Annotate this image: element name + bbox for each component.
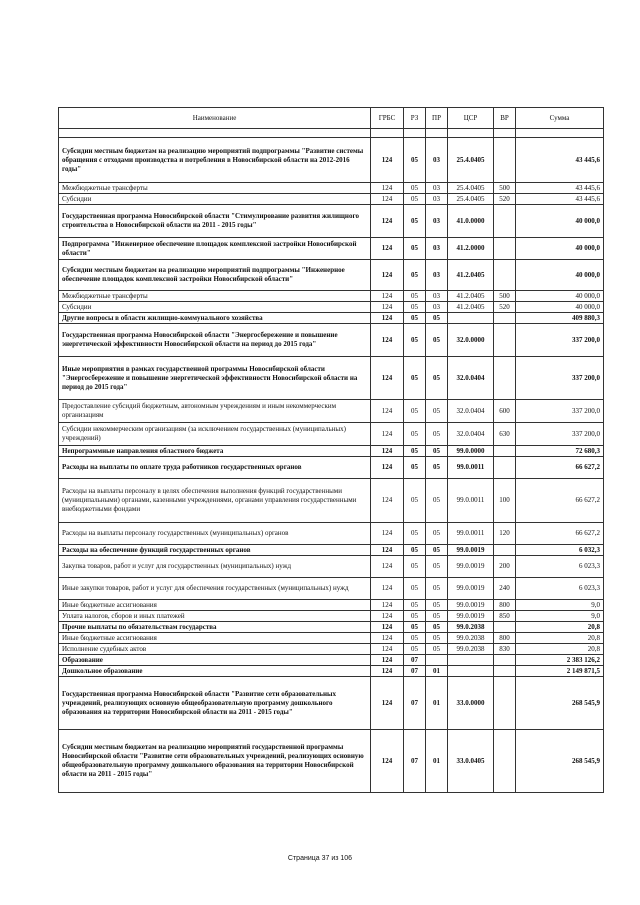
cell-pr: 05: [426, 357, 448, 400]
cell-rz: 07: [404, 677, 426, 730]
cell-csr: [448, 313, 494, 324]
cell-sum: 9,0: [516, 611, 604, 622]
budget-sheet: [58, 107, 603, 793]
table-row: [59, 446, 604, 457]
cell-vr: [494, 260, 516, 291]
cell-name: Иные мероприятия в рамках государственной программы Новосибирской области "Энергосбережение и повышение энергетической эффективности Новосибирской области на период до 2015 года": [59, 357, 371, 400]
budget-table: [58, 107, 604, 793]
cell-rz: 05: [404, 423, 426, 446]
cell-sum: 43 445,6: [516, 138, 604, 183]
cell-rz: 07: [404, 730, 426, 793]
cell-csr: 25.4.0405: [448, 194, 494, 205]
cell-grbs: 124: [371, 730, 404, 793]
cell-sum: 337 200,0: [516, 324, 604, 357]
cell-grbs: 124: [371, 205, 404, 238]
cell-sum: 72 680,3: [516, 446, 604, 457]
cell-pr: 03: [426, 183, 448, 194]
cell-csr: 33.0.0000: [448, 677, 494, 730]
cell-sum: 268 545,9: [516, 730, 604, 793]
table-row: [59, 324, 604, 357]
cell-csr: 33.0.0405: [448, 730, 494, 793]
cell-pr: 01: [426, 677, 448, 730]
cell-rz: 05: [404, 457, 426, 479]
header-rz: РЗ: [404, 108, 426, 129]
cell-csr: 99.0.0019: [448, 600, 494, 611]
table-row: [59, 260, 604, 291]
cell-csr: 25.4.0405: [448, 138, 494, 183]
cell-sum: 43 445,6: [516, 194, 604, 205]
cell-grbs: 124: [371, 291, 404, 302]
cell-vr: [494, 238, 516, 260]
table-row: [59, 523, 604, 545]
table-row: [59, 600, 604, 611]
cell-vr: 800: [494, 633, 516, 644]
cell-sum: 2 383 126,2: [516, 655, 604, 666]
cell-rz: 05: [404, 523, 426, 545]
cell-csr: 99.0.2038: [448, 633, 494, 644]
cell-vr: [494, 446, 516, 457]
cell-name: Государственная программа Новосибирской области "Развитие сети образовательных учреждений, реализующих основную общеобразовательную программу дошкольного образования на территории Новосибирской области на 2011 - 2015 годы": [59, 677, 371, 730]
table-row: [59, 666, 604, 677]
cell-csr: 99.0.2038: [448, 622, 494, 633]
cell-vr: [494, 205, 516, 238]
cell-csr: 32.0.0000: [448, 324, 494, 357]
cell-pr: 05: [426, 479, 448, 523]
cell-name: Другие вопросы в области жилищно-коммунального хозяйства: [59, 313, 371, 324]
table-row: [59, 238, 604, 260]
cell-name: Иные закупки товаров, работ и услуг для обеспечения государственных (муниципальных) нужд: [59, 578, 371, 600]
cell-pr: 05: [426, 600, 448, 611]
cell-csr: 41.2.0405: [448, 302, 494, 313]
table-row: [59, 479, 604, 523]
cell-sum: 2 149 871,5: [516, 666, 604, 677]
table-body: [59, 129, 604, 793]
cell-rz: 05: [404, 545, 426, 556]
cell-vr: [494, 313, 516, 324]
cell-vr: [494, 655, 516, 666]
cell-grbs: 124: [371, 644, 404, 655]
cell-name: Расходы на выплаты персоналу в целях обеспечения выполнения функций государственными (муниципальными) органами, казенными учреждениями, органами управления государственными внебюджетными фондами: [59, 479, 371, 523]
cell-name: Субсидии некоммерческим организациям (за исключением государственных (муниципальных) учреждений): [59, 423, 371, 446]
cell-pr: 05: [426, 545, 448, 556]
cell-rz: 05: [404, 400, 426, 423]
cell-pr: [426, 655, 448, 666]
cell-csr: 99.0.0011: [448, 479, 494, 523]
table-row: [59, 545, 604, 556]
table-row: [59, 194, 604, 205]
cell-vr: [494, 622, 516, 633]
cell-rz: 05: [404, 578, 426, 600]
cell-grbs: 124: [371, 677, 404, 730]
cell-rz: 07: [404, 666, 426, 677]
table-row: [59, 655, 604, 666]
cell-pr: 05: [426, 611, 448, 622]
cell-name: Субсидии местным бюджетам на реализацию мероприятий подпрограммы "Инженерное обеспечение площадок комплексной застройки Новосибирской области": [59, 260, 371, 291]
cell-grbs: 124: [371, 556, 404, 578]
cell-vr: 520: [494, 302, 516, 313]
cell-vr: 800: [494, 600, 516, 611]
cell-grbs: 124: [371, 578, 404, 600]
cell-grbs: 124: [371, 194, 404, 205]
cell-csr: 32.0.0404: [448, 423, 494, 446]
cell-rz: 05: [404, 357, 426, 400]
cell-pr: 03: [426, 302, 448, 313]
cell-sum: 20,8: [516, 622, 604, 633]
cell-vr: [494, 677, 516, 730]
cell-csr: 99.0.0000: [448, 446, 494, 457]
cell-name: Уплата налогов, сборов и иных платежей: [59, 611, 371, 622]
cell-rz: 05: [404, 238, 426, 260]
cell-rz: 05: [404, 600, 426, 611]
cell-grbs: 124: [371, 523, 404, 545]
cell-vr: [494, 545, 516, 556]
cell-grbs: 124: [371, 666, 404, 677]
cell-csr: 99.0.0019: [448, 578, 494, 600]
cell-pr: 05: [426, 556, 448, 578]
cell-grbs: 124: [371, 446, 404, 457]
table-row: [59, 400, 604, 423]
cell-grbs: 124: [371, 600, 404, 611]
cell-csr: [448, 655, 494, 666]
cell-sum: 6 023,3: [516, 578, 604, 600]
cell-grbs: 124: [371, 260, 404, 291]
table-row: [59, 677, 604, 730]
header-sum: Сумма: [516, 108, 604, 129]
cell-vr: 830: [494, 644, 516, 655]
cell-grbs: 124: [371, 238, 404, 260]
cell-rz: 05: [404, 205, 426, 238]
cell-csr: 99.0.0011: [448, 457, 494, 479]
cell-csr: 99.0.0019: [448, 556, 494, 578]
cell-name: Государственная программа Новосибирской области "Стимулирование развития жилищного строительства в Новосибирской области на 2011 - 2015 годы": [59, 205, 371, 238]
cell-sum: 20,8: [516, 633, 604, 644]
cell-rz: 05: [404, 291, 426, 302]
cell-name: Предоставление субсидий бюджетным, автономным учреждениям и иным некоммерческим организациям: [59, 400, 371, 423]
table-row: [59, 313, 604, 324]
cell-pr: 05: [426, 578, 448, 600]
cell-grbs: 124: [371, 611, 404, 622]
cell-csr: 41.2.0405: [448, 291, 494, 302]
cell-pr: 05: [426, 400, 448, 423]
cell-name: Образование: [59, 655, 371, 666]
table-row: [59, 644, 604, 655]
cell-sum: 40 000,0: [516, 260, 604, 291]
table-row: [59, 633, 604, 644]
cell-pr: 03: [426, 260, 448, 291]
cell-pr: 03: [426, 238, 448, 260]
cell-vr: [494, 730, 516, 793]
cell-sum: 337 200,0: [516, 423, 604, 446]
table-row: [59, 357, 604, 400]
cell-csr: 32.0.0404: [448, 400, 494, 423]
cell-rz: 05: [404, 194, 426, 205]
cell-sum: 40 000,0: [516, 205, 604, 238]
table-row: [59, 138, 604, 183]
cell-name: Прочие выплаты по обязательствам государства: [59, 622, 371, 633]
cell-pr: 03: [426, 291, 448, 302]
cell-name: Иные бюджетные ассигнования: [59, 600, 371, 611]
cell-csr: 99.0.0011: [448, 523, 494, 545]
table-row: [59, 183, 604, 194]
cell-sum: 268 545,9: [516, 677, 604, 730]
cell-grbs: 124: [371, 183, 404, 194]
cell-pr: 01: [426, 666, 448, 677]
cell-sum: 337 200,0: [516, 400, 604, 423]
cell-pr: 05: [426, 423, 448, 446]
cell-sum: 40 000,0: [516, 238, 604, 260]
cell-vr: 100: [494, 479, 516, 523]
cell-sum: 6 032,3: [516, 545, 604, 556]
cell-sum: 337 200,0: [516, 357, 604, 400]
header-pr: ПР: [426, 108, 448, 129]
header-name: Наименование: [59, 108, 371, 129]
cell-grbs: 124: [371, 357, 404, 400]
table-row: [59, 423, 604, 446]
cell-grbs: 124: [371, 138, 404, 183]
cell-grbs: 124: [371, 302, 404, 313]
cell-vr: [494, 457, 516, 479]
cell-vr: 520: [494, 194, 516, 205]
cell-pr: 03: [426, 194, 448, 205]
cell-rz: 05: [404, 622, 426, 633]
cell-name: Субсидии местным бюджетам на реализацию мероприятий государственной программы Новосибирской области "Развитие сети образовательных учреждений, реализующих основную общеобразовательную программу дошкольного образования на территории Новосибирской области на 2011 - 2015 годы": [59, 730, 371, 793]
cell-rz: 07: [404, 655, 426, 666]
cell-vr: 240: [494, 578, 516, 600]
cell-csr: 32.0.0404: [448, 357, 494, 400]
cell-name: Субсидии местным бюджетам на реализацию мероприятий подпрограммы "Развитие системы обращения с отходами производства и потребления в Новосибирской области на 2012-2016 годы": [59, 138, 371, 183]
cell-csr: 99.0.0019: [448, 611, 494, 622]
cell-pr: 05: [426, 633, 448, 644]
cell-vr: 850: [494, 611, 516, 622]
cell-pr: 05: [426, 644, 448, 655]
cell-sum: 40 000,0: [516, 302, 604, 313]
cell-csr: 99.0.0019: [448, 545, 494, 556]
cell-vr: 200: [494, 556, 516, 578]
table-header-row: [59, 108, 604, 129]
table-row: [59, 622, 604, 633]
cell-csr: 41.0.0000: [448, 205, 494, 238]
spacer-row: [59, 129, 604, 138]
cell-pr: 03: [426, 205, 448, 238]
cell-name: Непрограммные направления областного бюджета: [59, 446, 371, 457]
cell-vr: 500: [494, 291, 516, 302]
table-row: [59, 578, 604, 600]
cell-rz: 05: [404, 611, 426, 622]
cell-sum: 6 023,3: [516, 556, 604, 578]
cell-name: Расходы на обеспечение функций государственных органов: [59, 545, 371, 556]
table-row: [59, 556, 604, 578]
cell-pr: 05: [426, 313, 448, 324]
cell-grbs: 124: [371, 423, 404, 446]
cell-rz: 05: [404, 324, 426, 357]
cell-sum: 66 627,2: [516, 523, 604, 545]
table-row: [59, 611, 604, 622]
cell-pr: 03: [426, 138, 448, 183]
cell-sum: 409 880,3: [516, 313, 604, 324]
header-grbs: ГРБС: [371, 108, 404, 129]
cell-name: Межбюджетные трансферты: [59, 291, 371, 302]
cell-sum: 40 000,0: [516, 291, 604, 302]
cell-rz: 05: [404, 446, 426, 457]
cell-csr: 99.0.2038: [448, 644, 494, 655]
cell-rz: 05: [404, 556, 426, 578]
table-row: [59, 730, 604, 793]
cell-grbs: 124: [371, 622, 404, 633]
cell-name: Дошкольное образование: [59, 666, 371, 677]
cell-vr: 600: [494, 400, 516, 423]
cell-rz: 05: [404, 633, 426, 644]
cell-grbs: 124: [371, 313, 404, 324]
cell-csr: [448, 666, 494, 677]
cell-vr: 630: [494, 423, 516, 446]
cell-rz: 05: [404, 183, 426, 194]
cell-name: Государственная программа Новосибирской области "Энергосбережение и повышение энергетической эффективности Новосибирской области на период до 2015 года": [59, 324, 371, 357]
cell-vr: [494, 138, 516, 183]
cell-csr: 41.2.0000: [448, 238, 494, 260]
cell-sum: 9,0: [516, 600, 604, 611]
cell-sum: 66 627,2: [516, 479, 604, 523]
page-footer: Страница 37 из 106: [287, 855, 353, 862]
cell-sum: 20,8: [516, 644, 604, 655]
cell-grbs: 124: [371, 324, 404, 357]
cell-name: Иные бюджетные ассигнования: [59, 633, 371, 644]
cell-vr: [494, 357, 516, 400]
cell-rz: 05: [404, 302, 426, 313]
cell-grbs: 124: [371, 655, 404, 666]
cell-rz: 05: [404, 260, 426, 291]
cell-vr: 120: [494, 523, 516, 545]
table-row: [59, 291, 604, 302]
cell-csr: 41.2.0405: [448, 260, 494, 291]
cell-vr: [494, 324, 516, 357]
cell-rz: 05: [404, 313, 426, 324]
cell-grbs: 124: [371, 545, 404, 556]
cell-grbs: 124: [371, 400, 404, 423]
cell-name: Расходы на выплаты персоналу государственных (муниципальных) органов: [59, 523, 371, 545]
table-row: [59, 457, 604, 479]
cell-name: Межбюджетные трансферты: [59, 183, 371, 194]
table-row: [59, 302, 604, 313]
cell-vr: [494, 666, 516, 677]
cell-rz: 05: [404, 138, 426, 183]
header-vr: ВР: [494, 108, 516, 129]
cell-sum: 66 627,2: [516, 457, 604, 479]
cell-pr: 01: [426, 730, 448, 793]
cell-pr: 05: [426, 457, 448, 479]
cell-csr: 25.4.0405: [448, 183, 494, 194]
cell-name: Подпрограмма "Инженерное обеспечение площадок комплексной застройки Новосибирской области": [59, 238, 371, 260]
cell-grbs: 124: [371, 457, 404, 479]
cell-name: Субсидии: [59, 194, 371, 205]
cell-grbs: 124: [371, 633, 404, 644]
cell-name: Субсидии: [59, 302, 371, 313]
table-row: [59, 205, 604, 238]
cell-name: Исполнение судебных актов: [59, 644, 371, 655]
cell-grbs: 124: [371, 479, 404, 523]
cell-pr: 05: [426, 523, 448, 545]
cell-pr: 05: [426, 622, 448, 633]
cell-vr: 500: [494, 183, 516, 194]
cell-name: Расходы на выплаты по оплате труда работников государственных органов: [59, 457, 371, 479]
cell-sum: 43 445,6: [516, 183, 604, 194]
header-csr: ЦСР: [448, 108, 494, 129]
cell-rz: 05: [404, 644, 426, 655]
cell-pr: 05: [426, 446, 448, 457]
cell-pr: 05: [426, 324, 448, 357]
cell-name: Закупка товаров, работ и услуг для государственных (муниципальных) нужд: [59, 556, 371, 578]
cell-rz: 05: [404, 479, 426, 523]
